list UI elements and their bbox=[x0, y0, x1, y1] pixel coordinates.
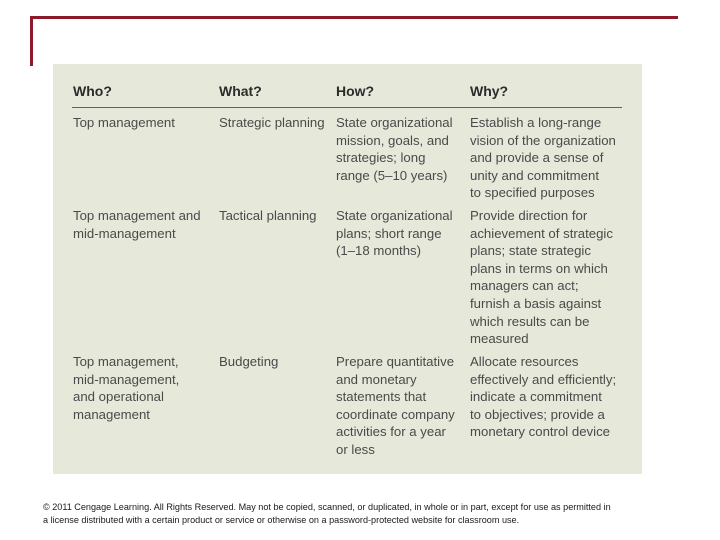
row3-why: Allocate resources effectively and efficiently; indicate a commitment to objectives; provide a monetary control device bbox=[470, 354, 617, 440]
header-how: How? bbox=[336, 83, 375, 99]
row1-how: State organizational mission, goals, and strategies; long range (5–10 years) bbox=[336, 115, 453, 183]
row2-what: Tactical planning bbox=[219, 208, 317, 223]
row3-what: Budgeting bbox=[219, 354, 279, 369]
row1-what: Strategic planning bbox=[219, 115, 325, 130]
row1-who: Top management bbox=[73, 115, 175, 130]
row2-how: State organizational plans; short range (1–18 months) bbox=[336, 208, 453, 259]
header-what: What? bbox=[219, 83, 262, 99]
slide-frame-top-line bbox=[30, 16, 678, 19]
copyright-notice: © 2011 Cengage Learning. All Rights Reserved. May not be copied, scanned, or duplicated, in whole or in part, except for use as permitted in a license distributed with a certain product or service or otherwise on a password-protected website for classroom use. bbox=[43, 502, 611, 525]
header-why: Why? bbox=[470, 83, 509, 99]
row1-why: Establish a long-range vision of the organization and provide a sense of unity and commitment to specified purposes bbox=[470, 115, 616, 201]
header-rule bbox=[72, 107, 622, 108]
row2-who: Top management and mid-management bbox=[73, 208, 201, 241]
row2-why: Provide direction for achievement of strategic plans; state strategic plans in terms on which managers can act; furnish a basis against which results can be measured bbox=[470, 208, 613, 347]
header-who: Who? bbox=[73, 83, 112, 99]
slide-frame-left-line bbox=[30, 16, 33, 66]
row3-who: Top management, mid-management, and operational management bbox=[73, 354, 180, 422]
row3-how: Prepare quantitative and monetary statements that coordinate company activities for a year or less bbox=[336, 354, 455, 457]
